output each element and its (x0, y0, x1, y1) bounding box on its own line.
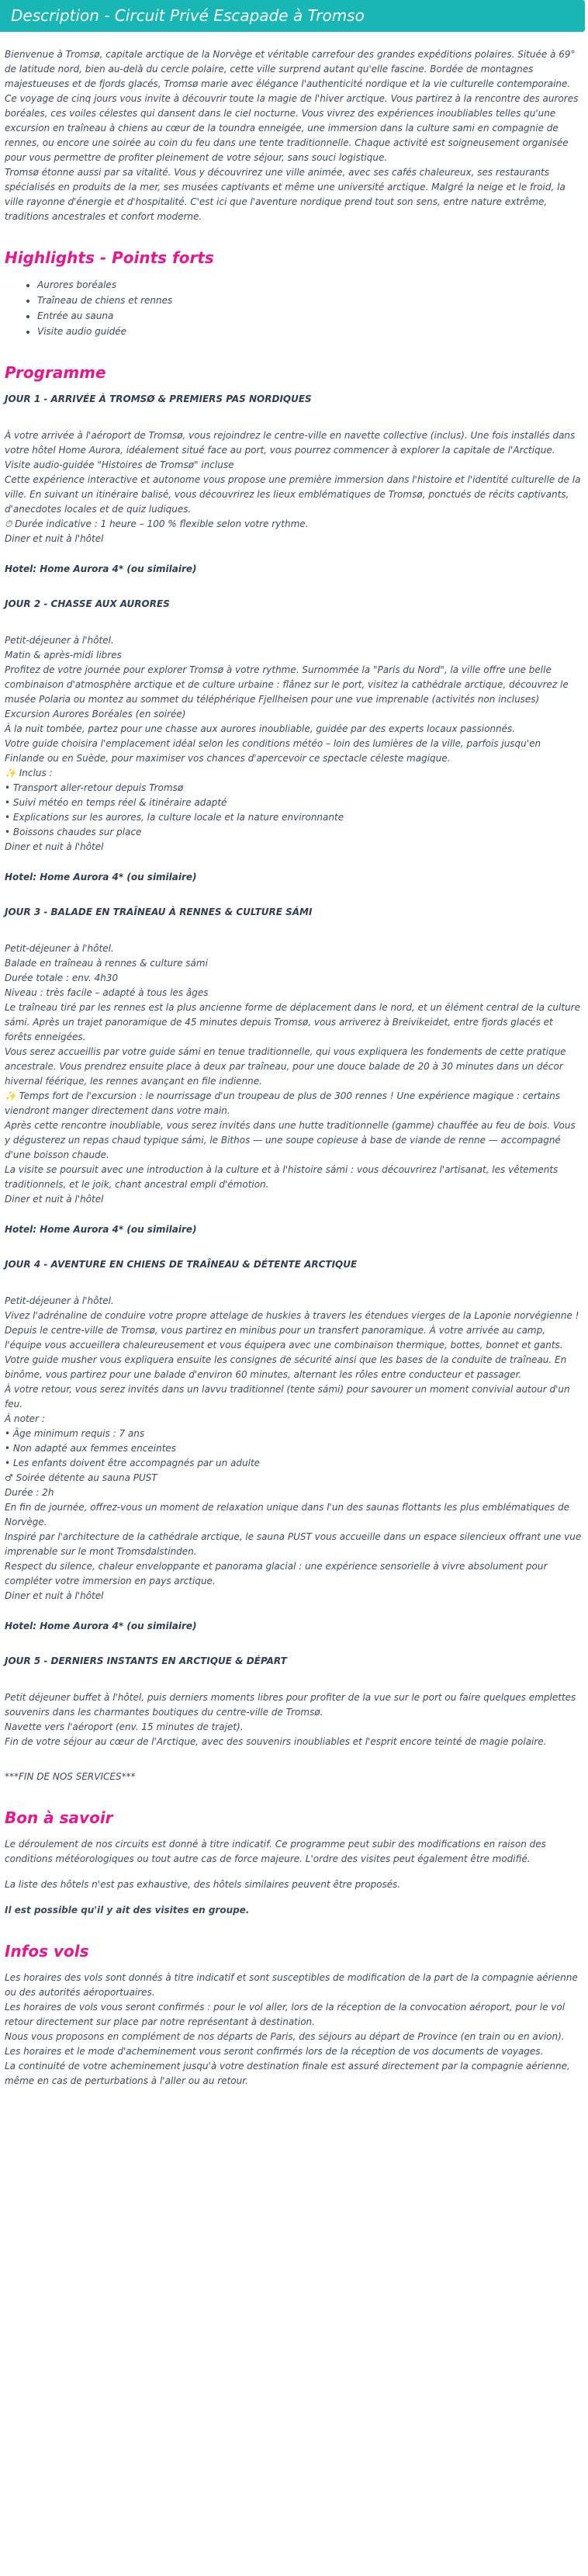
day-detail-line: Balade en traîneau à rennes & culture sámi (5, 958, 208, 969)
day-detail-line: Profitez de votre journée pour explorer Tromsø à votre rythme. Surnommée la "Paris du Nord", la ville offre une belle combinaison d'atmosphère arctique et de culture urbaine : flânez sur le port, visitez la cathédrale arctique, découvrez le musée Polaria ou montez au sommet du téléphérique Fjellheisen pour une vue imprenable (activités non incluses) (5, 664, 569, 705)
bon-a-savoir-note-2: La liste des hôtels n'est pas exhaustive, des hôtels similaires peuvent être proposés. (5, 1879, 401, 1890)
day-block (5, 1654, 582, 1749)
day-detail-line: Niveau : très facile – adapté à tous les âges (5, 987, 209, 998)
day-details (5, 633, 582, 855)
day-detail-line: Diner et nuit à l'hôtel (5, 1194, 104, 1205)
day-detail-line: Visite audio-guidée "Histoires de Tromsø" incluse (5, 459, 234, 470)
intro-section (5, 47, 582, 224)
day-detail-line: • Explications sur les aurores, la culture locale et la nature environnante (5, 812, 344, 823)
day-title: JOUR 3 - BALADE EN TRAÎNEAU À RENNES & CULTURE SÁMI (5, 907, 313, 917)
infos-vols-section (5, 1971, 582, 2089)
day-detail-line: La visite se poursuit avec une introduction à la culture et à l'histoire sámi : vous découvrirez l'artisanat, les vêtements traditionnels, et le joik, chant ancestral empli d'émotion. (5, 1164, 559, 1190)
description-banner: Description - Circuit Privé Escapade à Tromso (0, 0, 585, 32)
day-detail-line: Diner et nuit à l'hôtel (5, 1590, 104, 1601)
day-detail-line: Excursion Aurores Boréales (en soirée) (5, 709, 186, 719)
day-detail-line: À votre retour, vous serez invités dans un lavvu traditionnel (tente sámi) pour savourer un moment convivial autour d'un feu. (5, 1384, 570, 1409)
highlight-item: • Visite audio guidée (37, 324, 582, 339)
day-detail-line: Petit-déjeuner à l'hôtel. (5, 1295, 114, 1306)
infos-vols-heading: Infos vols (5, 1942, 89, 1961)
day-detail-line: À la nuit tombée, partez pour une chasse aux aurores inoubliable, guidée par des experts locaux passionnés. (5, 723, 516, 734)
day-detail-line: • Transport aller-retour depuis Tromsø (5, 782, 184, 793)
day-block (5, 1257, 582, 1634)
day-detail-line: ♂ Soirée détente au sauna PUST (5, 1472, 157, 1483)
day-detail-line: Petit-déjeuner à l'hôtel. (5, 943, 114, 954)
day-block (5, 392, 582, 577)
day-detail-line: Inspiré par l'architecture de la cathédrale arctique, le sauna PUST vous accueille dans un espace silencieux offrant une vue imprenable sur le mont Tromsdalstinden. (5, 1531, 582, 1557)
day-detail-line: Votre guide musher vous expliquera ensuite les consignes de sécurité ainsi que les bases de la conduite de traîneau. En binôme, vous partirez pour une balade d'environ 60 minutes, alternant les rôles entre conducteur et passager. (5, 1354, 567, 1380)
infos-vols-line: Les horaires des vols sont donnés à titre indicatif et sont susceptibles de modification de la part de la compagnie aérienne ou des autorités aéroportuaires. (5, 1972, 578, 1998)
bon-a-savoir-group-note: Il est possible qu'il y ait des visites en groupe. (5, 1905, 250, 1916)
intro-paragraph-1: Bienvenue à Tromsø, capitale arctique de la Norvège et véritable carrefour des grandes expéditions polaires. Située à 69° de latitude nord, bien au-delà du cercle polaire, cette ville surprend autant qu'elle fascine. Bordée de montagnes majestueuses et de fjords glacés, Tromsø marie avec élégance l'authenticité nordique et la vie culturelle contemporaine. Ce voyage de cinq jours vous invite à découvrir toute la magie de l'hiver arctique. Vous partirez à la rencontre des aurores boréales, ces voiles célestes qui dansent dans le ciel nocturne. Vous vivrez des expériences inoubliables telles qu'une excursion en traîneau à chiens au cœur de la toundra enneigée, une immersion dans la culture sami en compagnie de rennes, ou encore une soirée au coin du feu dans une tente traditionnelle. Chaque activité est soigneusement organisée pour vous permettre de profiter pleinement de votre séjour, sans souci logistique. (5, 49, 579, 163)
day-detail-line: Respect du silence, chaleur enveloppante et panorama glacial : une expérience sensorielle à vivre absolument pour compléter votre immersion en pays arctique. (5, 1561, 548, 1586)
day-detail-line: Vous serez accueillis par votre guide sámi en tenue traditionnelle, qui vous expliquera les fondements de cette pratique ancestrale. Vous prendrez ensuite place à deux par traîneau, pour une douce balade de 20 à 30 minutes dans un décor hivernal féérique, les rennes avançant en file indienne. (5, 1046, 566, 1087)
highlights-heading: Highlights - Points forts (5, 248, 214, 267)
day-detail-line: Diner et nuit à l'hôtel (5, 533, 104, 544)
day-hotel: Hotel: Home Aurora 4* (ou similaire) (5, 1621, 197, 1631)
day-detail-line: À noter : (5, 1413, 45, 1424)
highlights-list (5, 277, 582, 339)
day-detail-line: Diner et nuit à l'hôtel (5, 841, 104, 852)
highlight-item: • Traîneau de chiens et rennes (37, 293, 582, 308)
day-detail-line: Fin de votre séjour au cœur de l'Arctique, avec des souvenirs inoubliables et l'esprit encore teinté de magie polaire. (5, 1736, 547, 1747)
day-block (5, 597, 582, 885)
day-detail-line: Navette vers l'aéroport (env. 15 minutes de trajet). (5, 1721, 244, 1732)
day-detail-line: Vivez l'adrénaline de conduire votre propre attelage de huskies à travers les étendues vierges de la Laponie norvégienne ! (5, 1310, 579, 1321)
day-detail-line: Petit-déjeuner à l'hôtel. (5, 635, 114, 646)
bon-a-savoir-heading: Bon à savoir (5, 1808, 113, 1827)
day-title: JOUR 1 - ARRIVÉE À TROMSØ & PREMIERS PAS NORDIQUES (5, 394, 312, 404)
infos-vols-line: Nous vous proposons en complément de nos départs de Paris, des séjours au départ de Province (en train ou en avion). (5, 2031, 565, 2042)
programme-heading: Programme (5, 363, 106, 382)
infos-vols-line: Les horaires de vols vous seront confirmés : pour le vol aller, lors de la réception de la convocation aéroport, pour le vol retour directement sur place par notre représentant à destination. (5, 2002, 566, 2027)
day-detail-line: ✨ Inclus : (5, 768, 53, 778)
content-body (0, 47, 585, 2120)
day-detail-line: Votre guide choisira l'emplacement idéal selon les conditions météo – loin des lumières de la ville, parfois jusqu'en Finlande ou en Suède, pour maximiser vos chances d'apercevoir ce spectacle céleste magique. (5, 738, 541, 764)
day-detail-line: À votre arrivée à l'aéroport de Tromsø, vous rejoindrez le centre-ville en navette collective (inclus). Une fois installés dans votre hôtel Home Aurora, idéalement situé face au port, vous pourrez commencer à explorer la capitale de l'Arctique. (5, 430, 576, 456)
day-detail-line: En fin de journée, offrez-vous un moment de relaxation unique dans l'un des saunas flottants les plus emblématiques de Norvège. (5, 1502, 569, 1527)
intro-paragraph-2: Tromsø étonne aussi par sa vitalité. Vous y découvrirez une ville animée, avec ses cafés chaleureux, ses restaurants spécialisés en produits de la mer, ses musées captivants et même une université arctique. Malgré la neige et le froid, la ville rayonne d'énergie et d'hospitalité. C'est ici que l'aventure nordique prend tout son sens, entre nature extrême, traditions ancestrales et confort moderne. (5, 167, 566, 222)
day-details (5, 1294, 582, 1603)
day-detail-line: ⏱ Durée indicative : 1 heure – 100 % flexible selon votre rythme. (5, 518, 309, 529)
highlight-item: • Entrée au sauna (37, 308, 582, 324)
day-detail-line: Après cette rencontre inoubliable, vous serez invités dans une hutte traditionnelle (gamme) chauffée au feu de bois. Vous y dégusterez un repas chaud typique sámi, le Bithos — une soupe copieuse à base de viande de renne — accompagné d'une boisson chaude. (5, 1120, 576, 1160)
day-detail-line: Petit déjeuner buffet à l'hôtel, puis derniers moments libres pour profiter de la vue sur le port ou faire quelques emplettes souvenirs dans les charmantes boutiques du centre-ville de Tromsø. (5, 1692, 576, 1718)
day-hotel: Hotel: Home Aurora 4* (ou similaire) (5, 563, 197, 574)
day-block (5, 905, 582, 1237)
day-detail-line: ✨ Temps fort de l'excursion : le nourrissage d'un troupeau de plus de 300 rennes ! Une expérience magique : certains viendront manger directement dans votre main. (5, 1090, 561, 1116)
infos-vols-line: Les horaires et le mode d'acheminement vous seront confirmés lors de la réception de vos documents de voyages. (5, 2046, 544, 2057)
day-detail-line: Le traîneau tiré par les rennes est la plus ancienne forme de déplacement dans le nord, et un élément central de la culture sámi. Après un trajet panoramique de 45 minutes depuis Tromsø, vous arriverez à Breivikeidet, entre fjords glacés et forêts enneigées. (5, 1002, 580, 1042)
day-details (5, 428, 582, 546)
day-detail-line: Durée : 2h (5, 1487, 54, 1498)
day-detail-line: Durée totale : env. 4h30 (5, 973, 119, 983)
day-detail-line: • Âge minimum requis : 7 ans (5, 1428, 145, 1439)
day-hotel: Hotel: Home Aurora 4* (ou similaire) (5, 1224, 197, 1235)
day-detail-line: Depuis le centre-ville de Tromsø, vous partirez en minibus pour un transfert panoramique. À votre arrivée au camp, l'équipe vous accueillera chaleureusement et vous équipera avec une combinaison thermique, bottes, bonnet et gants. (5, 1325, 563, 1350)
day-detail-line: • Non adapté aux femmes enceintes (5, 1443, 177, 1454)
day-details (5, 941, 582, 1207)
bon-a-savoir-note-1: Le déroulement de nos circuits est donné à titre indicatif. Ce programme peut subir des modifications en raison des conditions météorologiques ou tout autre cas de force majeure. L'ordre des visites peut également être modifié. (5, 1839, 546, 1864)
infos-vols-line: La continuité de votre acheminement jusqu'à votre destination finale est assuré directement par la compagnie aérienne, même en cas de perturbations à l'aller ou au retour. (5, 2061, 570, 2086)
day-hotel: Hotel: Home Aurora 4* (ou similaire) (5, 872, 197, 882)
programme-days (5, 392, 582, 1749)
day-detail-line: • Les enfants doivent être accompagnés par un adulte (5, 1458, 261, 1468)
day-title: JOUR 4 - AVENTURE EN CHIENS DE TRAÎNEAU & DÉTENTE ARCTIQUE (5, 1259, 358, 1270)
day-detail-line: • Boissons chaudes sur place (5, 827, 142, 837)
day-details (5, 1690, 582, 1749)
day-title: JOUR 5 - DERNIERS INSTANTS EN ARCTIQUE & DÉPART (5, 1656, 287, 1666)
end-of-services: ***FIN DE NOS SERVICES*** (5, 1771, 136, 1782)
day-detail-line: Matin & après-midi libres (5, 650, 122, 660)
day-detail-line: Cette expérience interactive et autonome vous propose une première immersion dans l'histoire et l'identité culturelle de la ville. En suivant un itinéraire balisé, vous découvrirez les lieux emblématiques de Tromsø, ponctués de récits captivants, d'anecdotes locales et de quiz ludiques. (5, 474, 581, 515)
day-title: JOUR 2 - CHASSE AUX AURORES (5, 598, 170, 609)
day-detail-line: • Suivi météo en temps réel & itinéraire adapté (5, 797, 227, 808)
highlight-item: • Aurores boréales (37, 277, 582, 293)
